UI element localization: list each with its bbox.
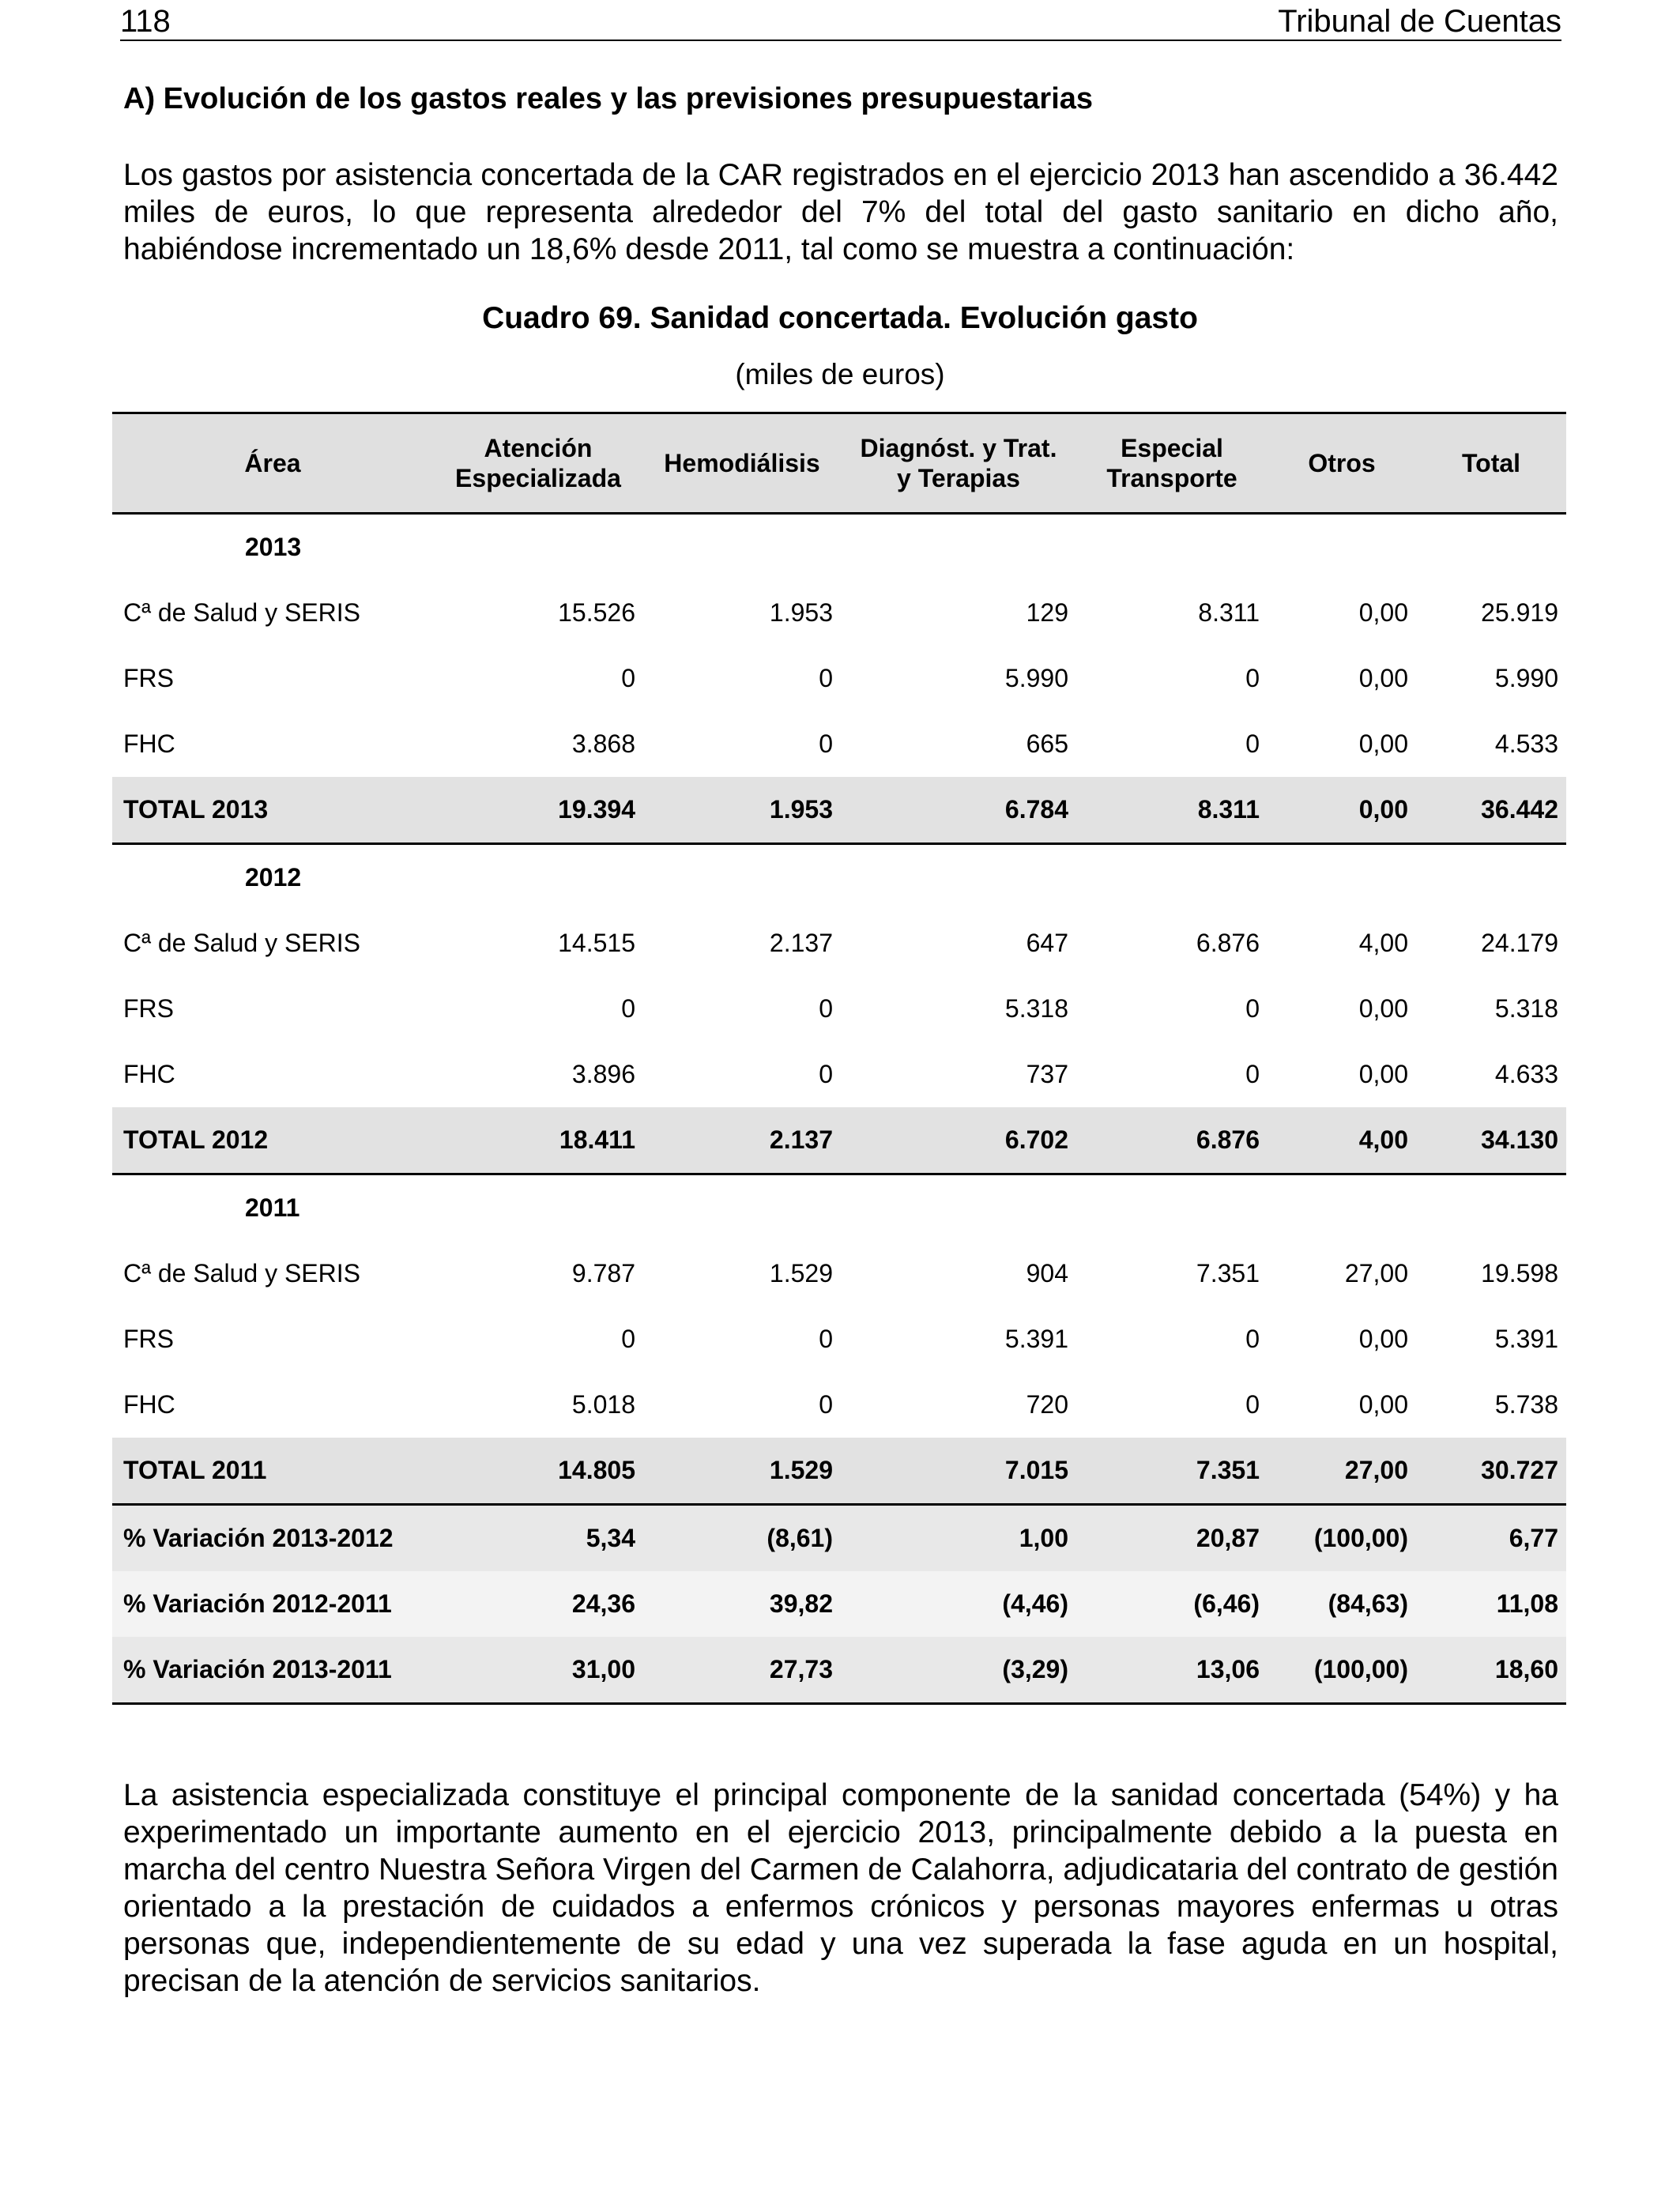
year-group-row: [112, 844, 1566, 911]
row-label-cell: TOTAL 2012: [112, 1107, 433, 1174]
column-header-line: Total: [1461, 449, 1521, 477]
value-cell: 0: [1245, 994, 1260, 1023]
value-cell: (100,00): [1268, 1637, 1416, 1704]
column-header-line: Especializada: [455, 464, 621, 492]
value-cell: 5.990: [1004, 664, 1068, 692]
column-header-line: Diagnóst. y Trat.: [860, 434, 1057, 462]
intro-paragraph: Los gastos por asistencia concertada de la CAR registrados en el ejercicio 2013 han ascendido a 36.442 miles de euros, lo que representa alrededor del 7% del total del gasto sanitario en dicho año, habiéndose incrementado un 18,6% desde 2011, tal como se muestra a continuación:: [123, 158, 1558, 266]
value-cell: 0,00: [1358, 1060, 1408, 1088]
value-cell: (100,00): [1268, 1505, 1416, 1572]
row-label-cell: Cª de Salud y SERIS: [123, 598, 360, 627]
value-cell: [1268, 1174, 1416, 1242]
row-label-cell: 2013: [245, 533, 302, 561]
value-cell: 15.526: [558, 598, 635, 627]
value-cell: 0: [621, 1325, 635, 1353]
value-cell: 11,08: [1416, 1571, 1566, 1637]
row-label-cell: Cª de Salud y SERIS: [123, 1259, 360, 1287]
value-cell: 5.738: [1494, 1390, 1558, 1419]
table-row: [112, 910, 1566, 976]
value-cell: 0: [819, 1325, 833, 1353]
table-row: [112, 1042, 1566, 1107]
variation-row: [112, 1571, 1566, 1637]
value-cell: 30.727: [1416, 1438, 1566, 1505]
value-cell: 8.311: [1198, 598, 1260, 627]
value-cell: 0: [621, 664, 635, 692]
value-cell: 2.137: [769, 929, 833, 957]
row-label-cell: % Variación 2012-2011: [112, 1571, 433, 1637]
value-cell: 0: [819, 664, 833, 692]
table-caption: Cuadro 69. Sanidad concertada. Evolución gasto: [482, 301, 1198, 335]
value-cell: (4,46): [841, 1571, 1076, 1637]
value-cell: 27,73: [643, 1637, 841, 1704]
value-cell: 6,77: [1416, 1505, 1566, 1572]
table-row: [112, 1372, 1566, 1438]
value-cell: 25.919: [1481, 598, 1558, 627]
value-cell: 0: [1245, 1390, 1260, 1419]
value-cell: [1416, 844, 1566, 911]
column-header-line: Atención: [484, 434, 593, 462]
value-cell: 20,87: [1076, 1505, 1268, 1572]
value-cell: 14.805: [433, 1438, 643, 1505]
value-cell: 0,00: [1358, 598, 1408, 627]
table-body: [112, 514, 1566, 1704]
year-group-row: [112, 514, 1566, 581]
value-cell: (6,46): [1076, 1571, 1268, 1637]
total-row: [112, 1107, 1566, 1174]
column-header: [1416, 413, 1566, 514]
value-cell: 6.876: [1076, 1107, 1268, 1174]
value-cell: 1,00: [841, 1505, 1076, 1572]
column-header-line: Transporte: [1106, 464, 1237, 492]
value-cell: 27,00: [1268, 1438, 1416, 1505]
value-cell: 129: [1026, 598, 1068, 627]
value-cell: 13,06: [1076, 1637, 1268, 1704]
value-cell: 39,82: [643, 1571, 841, 1637]
value-cell: 5.318: [1004, 994, 1068, 1023]
value-cell: 14.515: [558, 929, 635, 957]
value-cell: [841, 1174, 1076, 1242]
variation-row: [112, 1505, 1566, 1572]
table-row: [112, 976, 1566, 1042]
value-cell: [1416, 1174, 1566, 1242]
value-cell: 5.391: [1004, 1325, 1068, 1353]
value-cell: 0: [1245, 664, 1260, 692]
value-cell: 9.787: [571, 1259, 635, 1287]
value-cell: [433, 1174, 643, 1242]
total-row: [112, 1438, 1566, 1505]
row-label-cell: FHC: [123, 1060, 175, 1088]
table-row: [112, 646, 1566, 711]
value-cell: [643, 514, 841, 581]
value-cell: 5.318: [1494, 994, 1558, 1023]
value-cell: 19.394: [433, 777, 643, 844]
value-cell: 34.130: [1416, 1107, 1566, 1174]
value-cell: 0,00: [1358, 1325, 1408, 1353]
value-cell: [1416, 514, 1566, 581]
value-cell: 0: [819, 729, 833, 758]
value-cell: 0,00: [1358, 994, 1408, 1023]
row-label-cell: FHC: [123, 729, 175, 758]
value-cell: 665: [1026, 729, 1068, 758]
value-cell: 0: [1245, 1060, 1260, 1088]
value-cell: [643, 1174, 841, 1242]
year-group-row: [112, 1174, 1566, 1242]
total-row: [112, 777, 1566, 844]
row-label-cell: FHC: [123, 1390, 175, 1419]
value-cell: [1268, 514, 1416, 581]
value-cell: 1.529: [769, 1259, 833, 1287]
value-cell: 2.137: [643, 1107, 841, 1174]
value-cell: 0: [819, 994, 833, 1023]
value-cell: 0,00: [1358, 1390, 1408, 1419]
row-label-cell: FRS: [123, 1325, 174, 1353]
column-header: [1268, 413, 1416, 514]
column-header-line: y Terapias: [897, 464, 1020, 492]
table-row: [112, 711, 1566, 777]
row-label-cell: TOTAL 2011: [112, 1438, 433, 1505]
value-cell: [1076, 1174, 1268, 1242]
value-cell: 1.953: [769, 598, 833, 627]
publisher-name: Tribunal de Cuentas: [1278, 4, 1561, 39]
value-cell: 7.351: [1076, 1438, 1268, 1505]
value-cell: 4,00: [1268, 1107, 1416, 1174]
table-row: [112, 1306, 1566, 1372]
value-cell: 6.876: [1196, 929, 1260, 957]
value-cell: [841, 514, 1076, 581]
value-cell: 737: [1026, 1060, 1068, 1088]
column-header: [433, 413, 643, 514]
value-cell: 36.442: [1416, 777, 1566, 844]
value-cell: 0,00: [1358, 664, 1408, 692]
value-cell: (8,61): [643, 1505, 841, 1572]
value-cell: [1268, 844, 1416, 911]
value-cell: 0: [819, 1060, 833, 1088]
table-units: (miles de euros): [735, 358, 945, 390]
value-cell: 5,34: [433, 1505, 643, 1572]
column-header: [1076, 413, 1268, 514]
column-header-line: Otros: [1308, 449, 1376, 477]
row-label-cell: % Variación 2013-2011: [112, 1637, 433, 1704]
value-cell: 0,00: [1268, 777, 1416, 844]
value-cell: 720: [1026, 1390, 1068, 1419]
value-cell: 1.953: [643, 777, 841, 844]
column-header-line: Especial: [1121, 434, 1223, 462]
value-cell: 5.391: [1494, 1325, 1558, 1353]
value-cell: 27,00: [1344, 1259, 1408, 1287]
column-header-line: Área: [244, 449, 301, 477]
value-cell: 24,36: [433, 1571, 643, 1637]
value-cell: 5.018: [571, 1390, 635, 1419]
value-cell: 24.179: [1481, 929, 1558, 957]
page-number: 118: [120, 4, 171, 39]
value-cell: (3,29): [841, 1637, 1076, 1704]
value-cell: [841, 844, 1076, 911]
table-row: [112, 580, 1566, 646]
value-cell: (84,63): [1268, 1571, 1416, 1637]
row-label-cell: Cª de Salud y SERIS: [123, 929, 360, 957]
value-cell: 6.702: [841, 1107, 1076, 1174]
value-cell: 7.015: [841, 1438, 1076, 1505]
value-cell: 0,00: [1358, 729, 1408, 758]
column-header-line: Hemodiálisis: [664, 449, 820, 477]
row-label-cell: FRS: [123, 664, 174, 692]
value-cell: 18,60: [1416, 1637, 1566, 1704]
value-cell: 3.896: [571, 1060, 635, 1088]
value-cell: 19.598: [1481, 1259, 1558, 1287]
value-cell: 31,00: [433, 1637, 643, 1704]
value-cell: 4.633: [1494, 1060, 1558, 1088]
value-cell: [643, 844, 841, 911]
value-cell: 1.529: [643, 1438, 841, 1505]
value-cell: 647: [1026, 929, 1068, 957]
value-cell: [1076, 844, 1268, 911]
expense-evolution-table: [112, 412, 1566, 1705]
section-title: A) Evolución de los gastos reales y las previsiones presupuestarias: [123, 82, 1094, 115]
row-label-cell: 2011: [245, 1193, 300, 1222]
value-cell: 6.784: [841, 777, 1076, 844]
value-cell: [1076, 514, 1268, 581]
closing-paragraph: La asistencia especializada constituye el principal componente de la sanidad concertada (54%) y ha experimentado un importante aumento en el ejercicio 2013, principalmente debido a la puesta en marcha del centro Nuestra Señora Virgen del Carmen de Calahorra, adjudicataria del contrato de gestión orientado a la prestación de cuidados a enfermos crónicos y personas mayores enfermas u otras personas que, independientemente de su edad y una vez superada la fase aguda en un hospital, precisan de la atención de servicios sanitarios.: [123, 1778, 1558, 1998]
value-cell: 0: [819, 1390, 833, 1419]
table-header-row: [112, 413, 1566, 514]
row-label-cell: % Variación 2013-2012: [112, 1505, 433, 1572]
value-cell: [433, 514, 643, 581]
value-cell: [433, 844, 643, 911]
row-label-cell: 2012: [245, 863, 302, 892]
table-row: [112, 1241, 1566, 1306]
value-cell: 8.311: [1076, 777, 1268, 844]
column-header: [841, 413, 1076, 514]
column-header: [643, 413, 841, 514]
variation-row: [112, 1637, 1566, 1704]
value-cell: 7.351: [1196, 1259, 1260, 1287]
row-label-cell: FRS: [123, 994, 174, 1023]
value-cell: 3.868: [571, 729, 635, 758]
value-cell: 4,00: [1358, 929, 1408, 957]
value-cell: 4.533: [1494, 729, 1558, 758]
value-cell: 904: [1026, 1259, 1068, 1287]
value-cell: 18.411: [433, 1107, 643, 1174]
value-cell: 0: [1245, 1325, 1260, 1353]
row-label-cell: TOTAL 2013: [112, 777, 433, 844]
value-cell: 0: [621, 994, 635, 1023]
page-header: [120, 0, 1561, 41]
value-cell: 5.990: [1494, 664, 1558, 692]
value-cell: 0: [1245, 729, 1260, 758]
column-header: [112, 413, 433, 514]
